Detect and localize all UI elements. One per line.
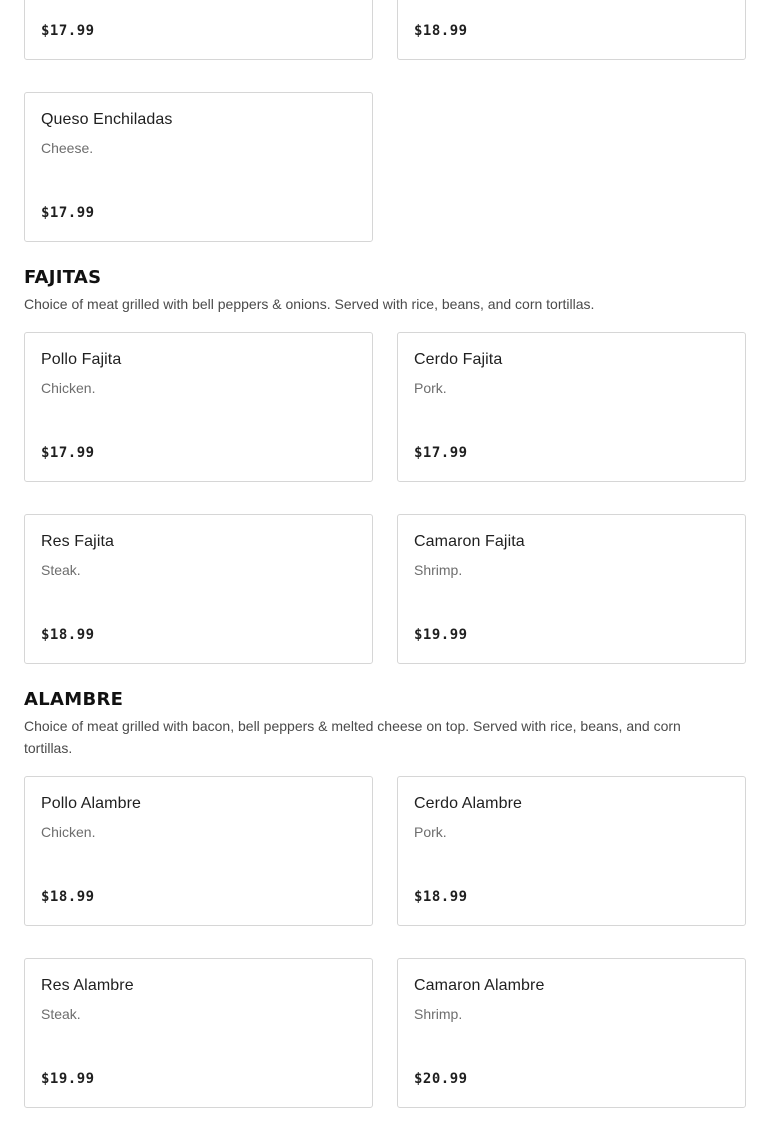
menu-item-description: Chicken. <box>41 824 96 840</box>
section-description-fajitas: Choice of meat grilled with bell peppers & onions. Served with rice, beans, and corn tortillas. <box>24 296 595 312</box>
menu-item-description: Chicken. <box>41 380 96 396</box>
section-title-fajitas: FAJITAS <box>24 267 102 288</box>
menu-item-name: Cerdo Alambre <box>414 795 523 812</box>
menu-item-card[interactable] <box>397 958 746 1108</box>
menu-item-description: Steak. <box>41 1006 81 1022</box>
menu-item-card[interactable] <box>24 958 373 1108</box>
menu-item-description: Pork. <box>414 380 447 396</box>
menu-item-card[interactable] <box>397 776 746 926</box>
menu-item-price: $18.99 <box>41 889 95 905</box>
menu-item-price: $20.99 <box>414 1071 468 1087</box>
menu-item-price: $17.99 <box>41 445 95 461</box>
menu-item-card[interactable] <box>24 514 373 664</box>
menu-item-card[interactable] <box>24 92 373 242</box>
menu-item-card[interactable] <box>397 0 746 60</box>
menu-item-price: $18.99 <box>414 889 468 905</box>
menu-item-description: Cheese. <box>41 140 94 156</box>
section-title-alambre: ALAMBRE <box>24 689 124 710</box>
menu-item-price: $17.99 <box>414 445 468 461</box>
menu-item-card[interactable] <box>24 332 373 482</box>
menu-item-name: Camaron Fajita <box>414 533 525 550</box>
menu-item-name: Res Alambre <box>41 977 134 994</box>
menu-item-description: Steak. <box>41 562 81 578</box>
menu-item-description: Shrimp. <box>414 562 463 578</box>
menu-item-name: Pollo Alambre <box>41 795 142 812</box>
menu-item-name: Cerdo Fajita <box>414 351 503 368</box>
menu-item-price: $17.99 <box>41 205 95 221</box>
menu-item-description: Pork. <box>414 824 447 840</box>
menu-item-card[interactable] <box>24 0 373 60</box>
menu-item-name: Pollo Fajita <box>41 351 122 368</box>
menu-item-description: Shrimp. <box>414 1006 463 1022</box>
menu-item-price: $19.99 <box>414 627 468 643</box>
menu-item-price: $17.99 <box>41 23 95 39</box>
menu-item-price: $18.99 <box>41 627 95 643</box>
menu-item-card[interactable] <box>397 332 746 482</box>
section-description-alambre: Choice of meat grilled with bacon, bell peppers & melted cheese on top. Served with rice, beans, and corn tortillas. <box>24 718 681 756</box>
menu-item-name: Queso Enchiladas <box>41 111 173 128</box>
menu-item-price: $18.99 <box>414 23 468 39</box>
menu-item-price: $19.99 <box>41 1071 95 1087</box>
menu-item-name: Camaron Alambre <box>414 977 545 994</box>
menu-item-card[interactable] <box>24 776 373 926</box>
menu-item-card[interactable] <box>397 514 746 664</box>
menu-item-name: Res Fajita <box>41 533 115 550</box>
